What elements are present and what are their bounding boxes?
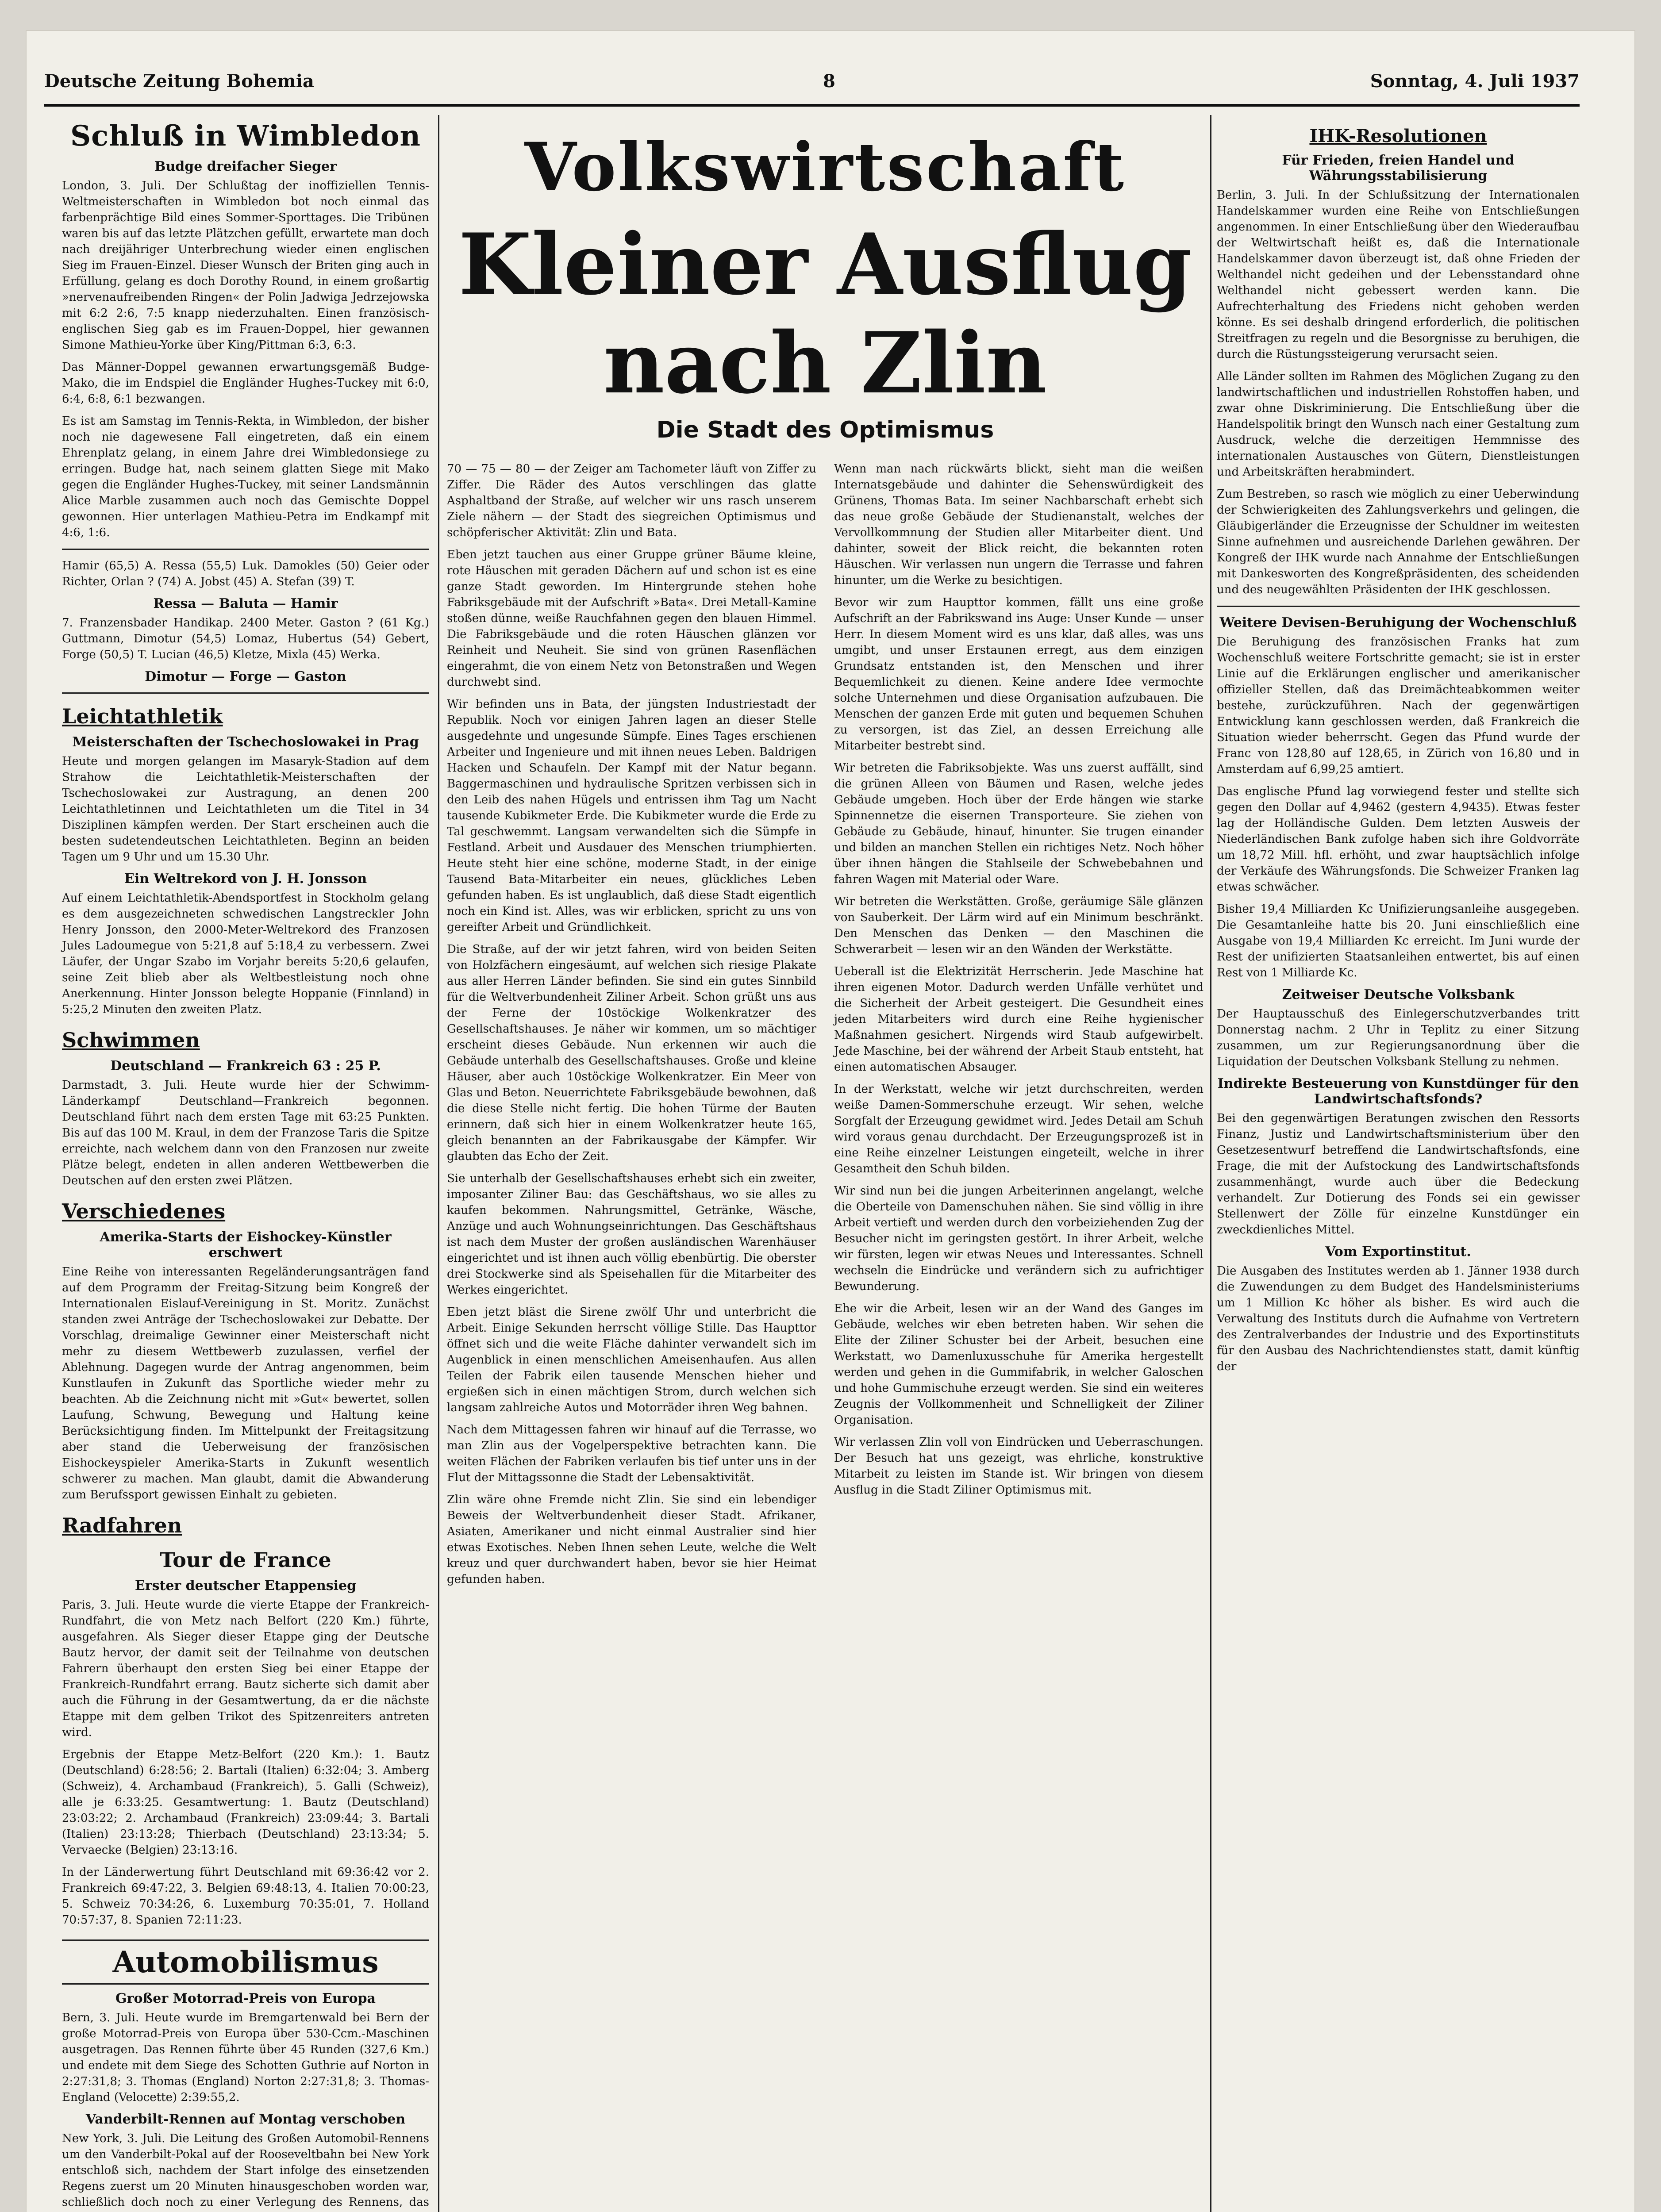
masthead-page-number: 8 xyxy=(823,71,835,92)
export-paragraph: Die Ausgaben des Institutes werden ab 1. Jänner 1938 durch die Zuwendungen zu dem Budget des Handelsministeriums um 1 Million Kc höher als bisher. Es wird auch die Verwaltung des Instituts durch die Aufnahme von Vertretern des Zentralverbandes der Industrie und des Exportinstituts für den Ausbau des Nachrichtendienstes statt, damit künftig der xyxy=(1217,1264,1580,1373)
article-column-1 xyxy=(447,461,816,1594)
volksbank-heading: Zeitweiser Deutsche Volksbank xyxy=(1282,987,1515,1002)
wimbledon-subtitle: Budge dreifacher Sieger xyxy=(154,159,337,174)
article-column-2 xyxy=(834,461,1203,1594)
devisen-paragraph: Bisher 19,4 Milliarden Kc Unifizierungsanleihe ausgegeben. Die Gesamtanleihe hatte bis 20. Juni einschließlich eine Ausgabe von 19,4 Milliarden Kc erreicht. Im Juni wurde der Rest der unifizierten Staatsanleihen entwertet, bis auf einen Rest von 1 Milliarde Kc. xyxy=(1217,902,1580,979)
column-rule-left xyxy=(438,115,439,2212)
article-paragraph: 70 — 75 — 80 — der Zeiger am Tachometer läuft von Ziffer zu Ziffer. Die Räder des Autos verschlingen das glatte Asphaltband der Straße, auf welcher wir uns rasch unserem Ziele nähern — der Stadt des siegreichen Optimismus und schöpferischer Aktivität: Zlin und Bata. xyxy=(447,462,816,539)
tax-paragraph: Bei den gegenwärtigen Beratungen zwischen den Ressorts Finanz, Justiz und Landwirtschaftsministerium über den Gesetzesentwurf betreffend die Landwirtschaftsfonds, eine Frage, die mit der Aufstockung des Landwirtschaftsfonds zusammenhängt, wurde auch über die Bedeckung verhandelt. Zur Dotierung des Fonds sei ein gewisser Stellenwert der Zölle für einzelne Kunstdünger ein zweckdienliches Mittel. xyxy=(1217,1112,1580,1237)
masthead-date: Sonntag, 4. Juli 1937 xyxy=(1370,71,1580,92)
masthead xyxy=(44,66,1580,97)
wimbledon-title: Schluß in Wimbledon xyxy=(70,119,421,153)
swimming-paragraph: Darmstadt, 3. Juli. Heute wurde hier der Schwimm-Länderkampf Deutschland—Frankreich begonnen. Deutschland führt nach dem ersten Tage mit 63:25 Punkten. Bis auf das 100 M. Kraul, in dem der Franzose Taris die Spitze erreichte, nach welchem dann von den Franzosen nur zweite Plätze belegt, endeten in allen anderen Wettbewerben die Deutschen auf den ersten zwei Plätzen. xyxy=(62,1079,429,1187)
middle-column xyxy=(447,115,1203,1594)
article-paragraph: Ehe wir die Arbeit, lesen wir an der Wand des Ganges im Gebäude, welches wir eben betreten haben. Wir sehen die Elite der Ziliner Schuster bei der Arbeit, besuchen eine Werkstatt, wo Damenluxusschuhe für Amerika hergestellt werden und gehen in die Gummifabrik, in welcher Galoschen und hohe Gummischuhe erzeugt werden. Sie sind ein weiteres Zeugnis der Vollkommenheit und Schnelligkeit der Ziliner Organisation. xyxy=(834,1302,1203,1427)
ihk-paragraph: Zum Bestreben, so rasch wie möglich zu einer Ueberwindung der Schwierigkeiten des Zahlungsverkehrs und gelingen, die Gläubigerländer die Erzeugnisse der Schuldner im weitesten Sinne aufnehmen und ausreichende Darlehen gewähren. Der Kongreß der IHK wurde nach Annahme der Entschließungen mit Dankesworten des Kongreßpräsidenten, des scheidenden und des neugewählten Präsidenten der IHK geschlossen. xyxy=(1217,488,1580,596)
article-paragraph: Wir befinden uns in Bata, der jüngsten Industriestadt der Republik. Noch vor einigen Jahren lagen an dieser Stelle ausgedehnte und ungesunde Sümpfe. Eines Tages erschienen Arbeiter und Ingenieure und mit ihnen neues Leben. Baldrigen Hacken und Schaufeln. Der Kampf mit der Natur begann. Baggermaschinen und hydraulische Spritzen verbissen sich in den Leib des nahen Hügels und entrissen ihm Tag um Nacht tausende Kubikmeter Erde. Die Kubikmeter wurde die Erde zu Tal geschwemmt. Langsam verwandelten sich die Sümpfe in Festland. Arbeit und Ausdauer des Menschen triumphierten. Heute steht hier eine schöne, moderne Stadt, in der einige Tausend Bata-Mitarbeiter ein neues, glückliches Leben gefunden haben. Es ist unglaublich, daß diese Stadt eigentlich noch ein Kind ist. Alles, was wir erblicken, spricht zu uns von gereifter Arbeit und Gründlichkeit. xyxy=(447,698,816,934)
left-column xyxy=(62,115,429,2212)
tour-de-france-title: Tour de France xyxy=(160,1548,331,1572)
article-paragraph: Wir verlassen Zlin voll von Eindrücken und Ueberraschungen. Der Besuch hat uns gezeigt, was ehrliche, konstruktive Mitarbeit zu leisten im Stande ist. Wir bringen von diesem Ausflug in die Stadt Ziliner Optimismus mit. xyxy=(834,1436,1203,1497)
export-heading: Vom Exportinstitut. xyxy=(1325,1244,1471,1260)
cycling-results: In der Länderwertung führt Deutschland mit 69:36:42 vor 2. Frankreich 69:47:22, 3. Belgien 69:48:13, 4. Italien 70:00:23, 5. Schweiz 70:34:26, 6. Luxemburg 70:35:01, 7. Holland 70:57:37, 8. Spanien 72:11:23. xyxy=(62,1866,429,1927)
athletics-paragraph: Auf einem Leichtathletik-Abendsportfest in Stockholm gelang es dem ausgezeichneten schwedischen Langstreckler John Henry Jonsson, den 2000-Meter-Weltrekord des Franzosen Jules Ladoumegue von 5:21,8 auf 5:18,4 zu verbessern. Zwei Läufer, der Ungar Szabo im Vorjahr bereits 5:20,6 gelaufen, seine Zeit blieb aber als Weltbestleistung noch ohne Anerkennung. Hinter Jonsson belegte Hoppanie (Finnland) in 5:25,2 Minuten den zweiten Platz. xyxy=(62,891,429,1016)
divider xyxy=(62,692,429,694)
race-results-heading: Ressa — Baluta — Hamir xyxy=(153,596,338,611)
volksbank-paragraph: Der Hauptausschuß des Einlegerschutzverbandes tritt Donnerstag nachm. 2 Uhr in Teplitz zu einer Sitzung zusammen, um zur Regierungsanordnung über die Liquidation der Deutschen Volksbank Stellung zu nehmen. xyxy=(1217,1007,1580,1068)
cycling-paragraph: Paris, 3. Juli. Heute wurde die vierte Etappe der Frankreich-Rundfahrt, die von Metz nach Belfort (220 Km.) führte, ausgefahren. Als Sieger dieser Etappe ging der Deutsche Bautz hervor, der damit seit der Teilnahme von deutschen Fahrern überhaupt den ersten Sieg bei einer Etappe der Frankreich-Rundfahrt errang. Bautz sicherte sich damit aber auch die Führung in der Gesamtwertung, da er die nächste Etappe mit dem gelben Trikot des Spitzenreiters antreten wird. xyxy=(62,1598,429,1739)
article-paragraph: Ueberall ist die Elektrizität Herrscherin. Jede Maschine hat ihren eigenen Motor. Dadurch werden Unfälle verhütet und die Sicherheit der Arbeit gesteigert. Die Gesundheit eines jeden Mitarbeiters wird durch eine Reihe hygienischer Maßnahmen gesichert. Nirgends wird Staub aufgewirbelt. Jede Maschine, bei der während der Arbeit Staub entsteht, hat einen automatischen Absauger. xyxy=(834,965,1203,1074)
automobile-paragraph: New York, 3. Juli. Die Leitung des Großen Automobil-Rennens um den Vanderbilt-Pokal auf der Rooseveltbahn bei New York entschloß sich, nachdem der Start infolge des einsetzenden Regens zuerst um 20 Minuten hinausgeschoben worden war, schließlich doch noch zu einer Verlegung des Rennens, das xyxy=(62,2132,429,2209)
article-paragraph: Wir betreten die Werkstätten. Große, geräumige Säle glänzen von Sauberkeit. Der Lärm wird auf ein Minimum beschränkt. Den Menschen das Denken — den Maschinen die Schwerarbeit — lesen wir an den Wänden der Werkstätte. xyxy=(834,895,1203,956)
ihk-paragraph: Berlin, 3. Juli. In der Schlußsitzung der Internationalen Handelskammer wurden eine Reihe von Entschließungen angenommen. In einer Entschließung über den Wiederaufbau der Weltwirtschaft heißt es, daß die Internationale Handelskammer davon überzeugt ist, daß ohne Frieden der Welthandel nicht gedeihen und der Lebensstandard ohne Welthandel nicht gebessert werden kann. Die Aufrechterhaltung des Friedens nicht gehoben werden könne. Es sei deshalb dringend erforderlich, die politischen Streitfragen zu regeln und die Besorgnisse zu beruhigen, die durch die Rüstungssteigerung verursacht seien. xyxy=(1217,188,1580,361)
article-subtitle: Die Stadt des Optimismus xyxy=(656,417,994,443)
swimming-subtitle: Deutschland — Frankreich 63 : 25 P. xyxy=(110,1058,381,1074)
section-title: Volkswirtschaft xyxy=(524,128,1126,206)
ihk-paragraph: Alle Länder sollten im Rahmen des Möglichen Zugang zu den landwirtschaftlichen und industriellen Rohstoffen haben, und zwar ohne Diskriminierung. Die Entschließung über die Handelspolitik bringt den Wunsch nach einer Gestaltung zum Ausdruck, welche die derzeitigen Hemmnisse des internationalen Austausches von Gütern, Dienstleistungen und Arbeitskräften herabmindert. xyxy=(1217,370,1580,479)
column-rule-right xyxy=(1210,115,1211,2212)
athletics-paragraph: Heute und morgen gelangen im Masaryk-Stadion auf dem Strahow die Leichtathletik-Meisterschaften der Tschechoslowakei zur Austragung, an denen 200 Leichtathletinnen und Leichtathleten um die Titel in 34 Disziplinen kämpfen werden. Der Start erscheinen auch die besten sudetendeutschen Leichtathleten. Beginn an beiden Tagen um 9 Uhr und um 15.30 Uhr. xyxy=(62,755,429,864)
wimbledon-paragraph: Das Männer-Doppel gewannen erwartungsgemäß Budge-Mako, die im Endspiel die Engländer Hughes-Tuckey mit 6:0, 6:4, 6:8, 6:1 bezwangen. xyxy=(62,361,429,406)
devisen-paragraph: Das englische Pfund lag vorwiegend fester und stellte sich gegen den Dollar auf 4,9462 (gestern 4,9435). Etwas fester lag der Holländische Gulden. Dem letzten Ausweis der Niederländischen Bank zufolge haben sich ihre Goldvorräte um 18,72 Mill. hfl. erhöht, und zwar hauptsächlich infolge der Verkäufe des Währungsfonds. Die Schweizer Franken lag etwas schwächer. xyxy=(1217,785,1580,894)
misc-subtitle: Amerika-Starts der Eishockey-Künstler erschwert xyxy=(100,1229,392,1260)
misc-heading: Verschiedenes xyxy=(62,1199,226,1223)
article-paragraph: In der Werkstatt, welche wir jetzt durchschreiten, werden weiße Damen-Sommerschuhe erzeugt. Wir sehen, welche Sorgfalt der Erzeugung gewidmet wird. Jedes Detail am Schuh wird voraus genau durchdacht. Der Erzeugungsprozeß ist in eine Reihe einzelner Leistungen eingeteilt, welche in ihrer Gesamtheit den Schuh bilden. xyxy=(834,1083,1203,1175)
ihk-heading: IHK-Resolutionen xyxy=(1309,126,1487,146)
masthead-paper-name: Deutsche Zeitung Bohemia xyxy=(44,71,314,92)
automobile-subtitle: Großer Motorrad-Preis von Europa xyxy=(115,1991,376,2006)
swimming-heading: Schwimmen xyxy=(62,1028,200,1052)
article-paragraph: Eben jetzt tauchen aus einer Gruppe grüner Bäume kleine, rote Häuschen mit geraden Dächern auf und schon ist es eine ganze Stadt geworden. Im Hintergrunde stehen hohe Fabriksgebäude mit der Aufschrift »Bata«. Drei Metall-Kamine stoßen dünne, weiße Rauchfahnen gegen den blauen Himmel. Die Fabriksgebäude und die roten Häuschen glänzen vor Reinheit und Neuheit. Sie sind von grünen Rasenflächen eingerahmt, die von einem Netz von Betonstraßen und Wegen durchwebt sind. xyxy=(447,548,816,689)
article-paragraph: Eben jetzt bläst die Sirene zwölf Uhr und unterbricht die Arbeit. Einige Sekunden herrscht völlige Stille. Das Haupttor öffnet sich und die weite Fläche dahinter verwandelt sich im Augenblick in einen menschlichen Ameisenhaufen. Aus allen Teilen der Fabrik eilen tausende Menschen hieher und ergießen sich in einen mächtigen Strom, durch welchen sich langsam zahlreiche Autos und Motorräder ihren Weg bahnen. xyxy=(447,1306,816,1414)
cycling-results: Ergebnis der Etappe Metz-Belfort (220 Km.): 1. Bautz (Deutschland) 6:28:56; 2. Bartali (Italien) 6:32:04; 3. Amberg (Schweiz), 4. Archambaud (Frankreich), 5. Galli (Schweiz), alle je 6:33:25. Gesamtwertung: 1. Bautz (Deutschland) 23:03:22; 2. Archambaud (Frankreich) 23:09:44; 3. Bartali (Italien) 23:13:28; Thierbach (Deutschland) 23:13:34; 5. Vervaecke (Belgien) 23:13:16. xyxy=(62,1748,429,1857)
automobile-heading: Automobilismus xyxy=(62,1939,429,1985)
article-title: Kleiner Ausflug nach Zlin xyxy=(458,215,1192,412)
wimbledon-paragraph: Es ist am Samstag im Tennis-Rekta, in Wimbledon, der bisher noch nie dagewesene Fall eingetreten, daß ein einem Ehrenplatz gelang, in einem Jahre drei Wimbledonsiege zu erringen. Budge hat, nach seinem glatten Siege mit Mako gegen die Engländer Hughes-Tuckey, mit seiner Landsmännin Alice Marble zusammen auch noch das Gemischte Doppel gewonnen. Hier unterlagen Mathieu-Petra im Endkampf mit 4:6, 1:6. xyxy=(62,415,429,539)
misc-paragraph: Eine Reihe von interessanten Regeländerungsanträgen fand auf dem Programm der Freitag-Sitzung beim Kongreß der Internationalen Eislauf-Vereinigung in St. Moritz. Zunächst standen zwei Anträge der Tschechoslowakei zur Debatte. Der Vorschlag, dreimalige Gewinner einer Meisterschaft nicht mehr zu diesem Wettbewerb zuzulassen, verfiel der Ablehnung. Dagegen wurde der Antrag angenommen, beim Kunstlaufen in Zukunft das Sportliche wieder mehr zu beachten. Ab die Zeichnung nicht mit »Gut« bewertet, sollen Laufung, Schwung, Bewegung und Haltung keine Berücksichtigung finden. Im Mittelpunkt der Freitagsitzung aber stand die Ueberweisung der französischen Eishockeyspieler Amerika-Starts in Zukunft wesentlich schwerer zu machen. Man glaubt, damit die Abwanderung zum Berufssport gewissen Einhalt zu gebieten. xyxy=(62,1265,429,1502)
athletics-heading: Leichtathletik xyxy=(62,704,223,728)
ihk-subtitle: Für Frieden, freien Handel und Währungsstabilisierung xyxy=(1282,153,1515,184)
automobile-subtitle-2: Vanderbilt-Rennen auf Montag verschoben xyxy=(85,2112,406,2127)
right-column xyxy=(1217,115,1580,1381)
cycling-subtitle: Erster deutscher Etappensieg xyxy=(135,1578,357,1594)
race-results: 7. Franzensbader Handikap. 2400 Meter. Gaston ? (61 Kg.) Guttmann, Dimotur (54,5) Lomaz, Hubertus (54) Gebert, Forge (50,5) T. Lucian (46,5) Kletze, Mixla (45) Werka. xyxy=(62,616,429,661)
article-paragraph: Bevor wir zum Haupttor kommen, fällt uns eine große Aufschrift an der Fabrikswand ins Auge: Unser Kunde — unser Herr. In diesem Moment wird es uns klar, daß alles, was uns umgibt, und unser Erstaunen erregt, aus dem einzigen Grundsatz entstanden ist, den Menschen und ihrer Bequemlichkeit zu dienen. Keine andere Idee vermochte solche Unternehmen und diese Organisation aufzubauen. Die Menschen der ganzen Erde mit guten und bequemen Schuhen zu versorgen, ist das Ziel, an dessen Erreichung alle Mitarbeiter bestrebt sind. xyxy=(834,596,1203,753)
devisen-heading: Weitere Devisen-Beruhigung der Wochenschluß xyxy=(1219,615,1577,630)
athletics-subtitle: Meisterschaften der Tschechoslowakei in Prag xyxy=(72,734,419,750)
devisen-paragraph: Die Beruhigung des französischen Franks hat zum Wochenschluß weitere Fortschritte gemacht; sie ist in erster Linie auf die Erklärungen englischer und amerikanischer offizieller Stellen, daß das Dreimächteabkommen weiter bestehe, zurückzuführen. Nach der gegenwärtigen Entwicklung kann geschlossen werden, daß Frankreich die Situation wieder beherrscht. Gegen das Pfund wurde der Franc von 128,80 auf 128,65, in Zürich von 16,80 und in Amsterdam auf 6,99,25 amtiert. xyxy=(1217,635,1580,776)
athletics-subtitle-2: Ein Weltrekord von J. H. Jonsson xyxy=(124,871,367,887)
cycling-heading: Radfahren xyxy=(62,1513,182,1537)
divider xyxy=(62,549,429,550)
divider xyxy=(1217,606,1580,607)
article-paragraph: Sie unterhalb der Gesellschaftshauses erhebt sich ein zweiter, imposanter Ziliner Bau: das Geschäftshaus, wo sie alles zu kaufen bekommen. Nahrungsmittel, Getränke, Wäsche, Anzüge und auch Wohnungseinrichtungen. Das Geschäftshaus ist nach dem Muster der großen ausländischen Warenhäuser eingerichtet und ist ihnen auch völlig ebenbürtig. Die oberster drei Stockwerke sind als Speisehallen für die Mitarbeiter des Werkes eingerichtet. xyxy=(447,1172,816,1297)
article-paragraph: Wir sind nun bei die jungen Arbeiterinnen angelangt, welche die Oberteile von Damenschuhen nähen. Sie sind völlig in ihre Arbeit vertieft und werden durch den vorbeiziehenden Zug der Besucher nicht im geringsten gestört. In ihrer Arbeit, welche wir fürsten, legen wir etwas Neues und Interessantes. Schnell wechseln die Eindrücke und verändern sich zu aufrichtiger Bewunderung. xyxy=(834,1184,1203,1293)
article-paragraph: Wir betreten die Fabriksobjekte. Was uns zuerst auffällt, sind die grünen Alleen von Bäumen und Rasen, welche jedes Gebäude umgeben. Hoch über der Erde hängen wie starke Spinnennetze die eisernen Transporteure. Sie ziehen von Gebäude zu Gebäude, hinauf, hinunter. Sie trugen einander und bilden an manchen Stellen ein richtiges Netz. Noch höher über ihnen hängen die Stahlseile der Schwebebahnen und fahren Wagen mit Material oder Ware. xyxy=(834,761,1203,886)
race-results: Hamir (65,5) A. Ressa (55,5) Luk. Damokles (50) Geier oder Richter, Orlan ? (74) A. Jobst (45) A. Stefan (39) T. xyxy=(62,559,429,588)
article-paragraph: Wenn man nach rückwärts blickt, sieht man die weißen Internatsgebäude und dahinter die Sehenswürdigkeit des Grünens, Thomas Bata. Im seiner Nachbarschaft erhebt sich das neue große Gebäude der Studienanstalt, welches der Vervollkommnung der Studien aller Mitarbeiter dient. Und dahinter, soweit der Blick reicht, die bekannten roten Häuschen. Wir verlassen nun ungern die Terrasse und fahren hinunter, um die Werke zu besichtigen. xyxy=(834,462,1203,587)
race-results-footer: Dimotur — Forge — Gaston xyxy=(145,669,346,684)
tax-heading: Indirekte Besteuerung von Kunstdünger für den Landwirtschaftsfonds? xyxy=(1217,1076,1579,1107)
article-paragraph: Die Straße, auf der wir jetzt fahren, wird von beiden Seiten von Holzfächern eingesäumt, auf welchen sich riesige Plakate aus aller Herren Länder befinden. Sie sind ein gutes Sinnbild für die Weltverbundenheit Ziliner Arbeit. Schon grüßt uns aus der Ferne der 10stöckige Wolkenkratzer des Gesellschaftshauses. Je näher wir kommen, um so mächtiger erscheint dieses Gebäude. Nun erkennen wir auch die Gebäude unterhalb des Gesellschaftshauses. Große und kleine Häuser, aber auch 10stöckige Wolkenkratzer. Ein Meer von Glas und Beton. Neuerrichtete Fabriksgebäude bewohnen, daß die diese Stelle nicht fertig. Die hohen Türme der Bauten erinnern, daß sich hier in einem Wolkenkratzer heute 165, gleich benannten an der Fabrikausgabe der Kämpfer. Wir glaubten das Echo der Zeit. xyxy=(447,943,816,1163)
masthead-rule xyxy=(44,104,1580,107)
article-body xyxy=(447,461,1203,1594)
automobile-paragraph: Bern, 3. Juli. Heute wurde im Bremgartenwald bei Bern der große Motorrad-Preis von Europa über 530-Ccm.-Maschinen ausgetragen. Das Rennen führte über 45 Runden (327,6 Km.) und endete mit dem Siege des Schotten Guthrie auf Norton in 2:27:31,8; 3. Thomas (England) Norton 2:27:31,8; 3. Thomas-England (Velocette) 2:39:55,2. xyxy=(62,2011,429,2104)
wimbledon-paragraph: London, 3. Juli. Der Schlußtag der inoffiziellen Tennis-Weltmeisterschaften in Wimbledon bot noch einmal das farbenprächtige Bild eines Sommer-Sporttages. Die Tribünen waren bis auf das letzte Plätzchen gefüllt, erwartete man doch nach dreijähriger Unterbrechung wieder einen englischen Sieg im Frauen-Einzel. Dieser Wunsch der Briten ging auch in Erfüllung, gelang es doch Dorothy Round, in einem großartig »nervenaufreibenden Ringen« der Polin Jadwiga Jedrzejowska mit 6:2 2:6, 7:5 knapp niederzuhalten. Einen französisch-englischen Sieg gab es im Frauen-Doppel, hier gewannen Simone Mathieu-Yorke über King/Pittman 6:3, 6:3. xyxy=(62,179,429,352)
article-paragraph: Zlin wäre ohne Fremde nicht Zlin. Sie sind ein lebendiger Beweis der Weltverbundenheit dieser Stadt. Afrikaner, Asiaten, Amerikaner und nicht einmal Australier sind hier etwas Exotisches. Neben Ihnen sehen Leute, welche die Welt kreuz und quer durchwandert haben, bevor sie hier Heimat gefunden haben. xyxy=(447,1493,816,1586)
article-paragraph: Nach dem Mittagessen fahren wir hinauf auf die Terrasse, wo man Zlin aus der Vogelperspektive betrachten kann. Die weiten Flächen der Fabriken verlaufen bis tief unter uns in der Flut der Mittagssonne die Stadt der Lebensaktivität. xyxy=(447,1423,816,1484)
